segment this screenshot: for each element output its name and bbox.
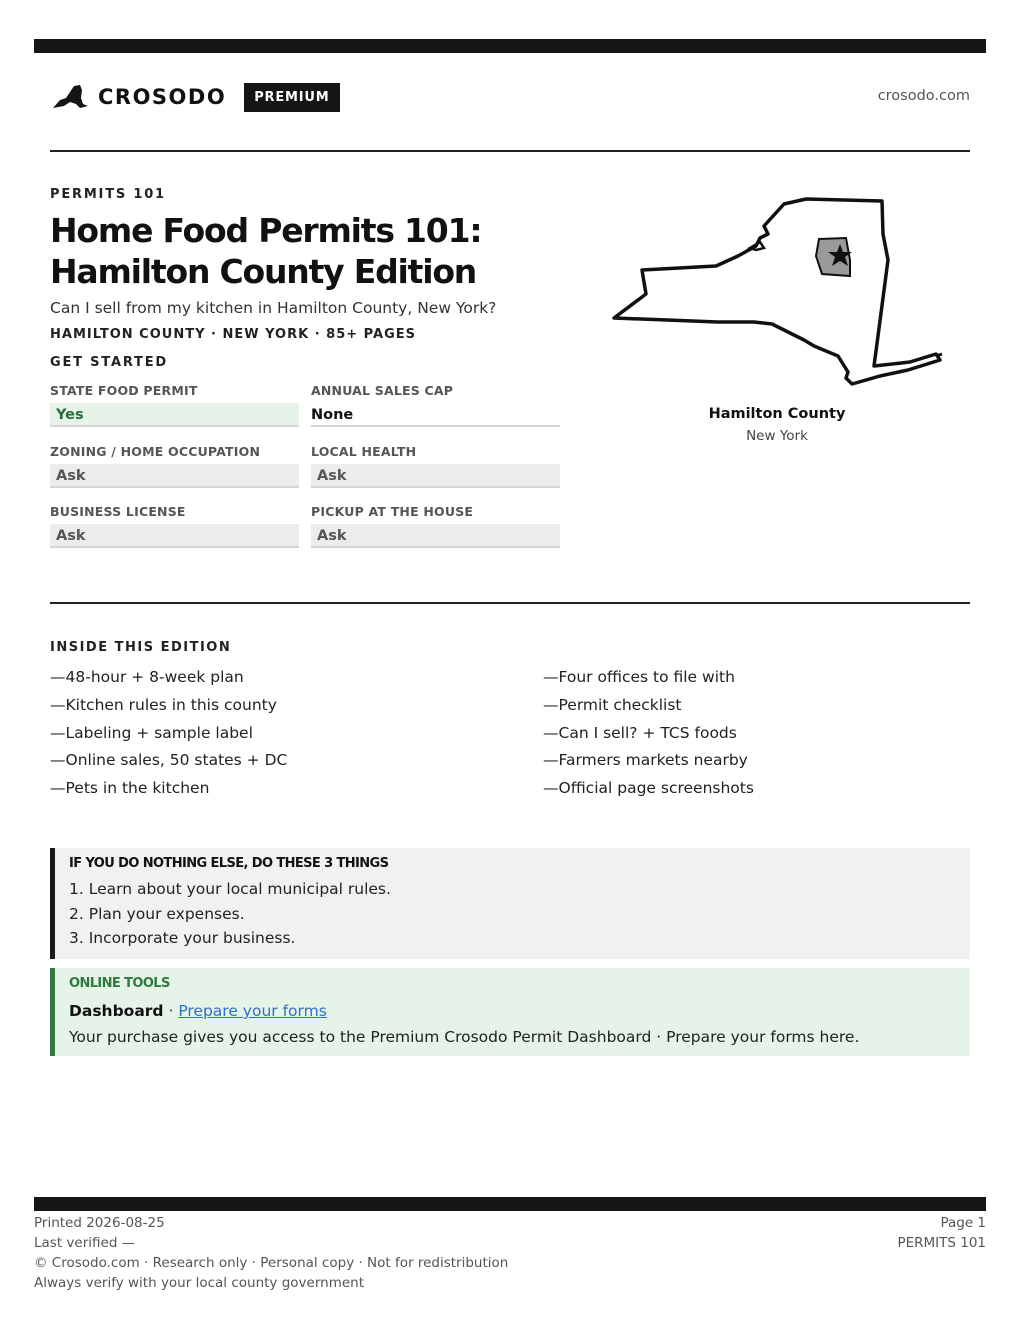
- header-divider: [50, 150, 970, 152]
- field-value: Ask: [311, 524, 560, 548]
- field-local-health: [311, 444, 560, 488]
- list-item: —Permit checklist: [543, 695, 682, 714]
- list-item: 2. Plan your expenses.: [69, 904, 245, 923]
- field-zoning: [50, 444, 299, 488]
- list-item: —Labeling + sample label: [50, 723, 253, 742]
- list-item: 3. Incorporate your business.: [69, 929, 296, 947]
- field-label: PICKUP AT THE HOUSE: [311, 504, 474, 519]
- callout-title: IF YOU DO NOTHING ELSE, DO THESE 3 THINGS: [69, 856, 389, 871]
- map-county-name: Hamilton County: [708, 406, 846, 422]
- field-value: None: [311, 403, 560, 427]
- footer-right: [897, 1213, 986, 1253]
- page-title: [50, 210, 590, 292]
- list-item: —Pets in the kitchen: [50, 779, 210, 798]
- field-annual-sales-cap: [311, 383, 560, 427]
- meta-line: HAMILTON COUNTY · NEW YORK · 85+ PAGES: [50, 327, 416, 342]
- title-line-2: Hamilton County Edition: [50, 252, 477, 291]
- title-line-1: Home Food Permits 101:: [50, 211, 482, 250]
- field-pickup: [311, 504, 560, 548]
- printed-date: Printed 2026-08-25: [34, 1215, 165, 1231]
- field-value: Ask: [50, 524, 299, 548]
- map-state-name: New York: [746, 428, 808, 444]
- eyebrow: PERMITS 101: [50, 187, 166, 202]
- field-business-license: [50, 504, 299, 548]
- inside-edition-heading: INSIDE THIS EDITION: [50, 640, 232, 655]
- list-item: —Four offices to file with: [543, 668, 735, 686]
- header: [50, 80, 970, 116]
- contents-list-left: [50, 666, 287, 805]
- separator: ·: [163, 1002, 179, 1020]
- list-item: —Kitchen rules in this county: [50, 695, 277, 714]
- field-label: ZONING / HOME OCCUPATION: [50, 444, 261, 459]
- tools-description: Your purchase gives you access to the Premium Crosodo Permit Dashboard · Prepare your forms here.: [69, 1028, 860, 1046]
- field-value: Yes: [50, 403, 299, 427]
- prepare-forms-link[interactable]: Prepare your forms: [178, 1002, 327, 1020]
- site-url[interactable]: crosodo.com: [877, 88, 970, 104]
- get-started-heading: GET STARTED: [50, 355, 168, 370]
- field-value: Ask: [50, 464, 299, 488]
- field-label: STATE FOOD PERMIT: [50, 383, 198, 398]
- dashboard-label: Dashboard: [69, 1002, 164, 1020]
- top-bar: [34, 39, 986, 53]
- things-list: [69, 877, 970, 951]
- field-label: LOCAL HEALTH: [311, 444, 417, 459]
- footer-section: PERMITS 101: [897, 1235, 986, 1251]
- premium-badge: PREMIUM: [244, 83, 339, 112]
- list-item: 1. Learn about your local municipal rules.: [69, 880, 391, 898]
- subtitle: Can I sell from my kitchen in Hamilton County, New York?: [50, 299, 497, 317]
- callout-title: ONLINE TOOLS: [69, 976, 170, 991]
- brand-name: CROSODO: [98, 85, 227, 109]
- copyright: © Crosodo.com · Research only · Personal copy · Not for redistribution: [34, 1255, 509, 1271]
- brand[interactable]: [50, 80, 340, 114]
- new-york-state-silhouette-icon: [50, 82, 90, 112]
- list-item: —Official page screenshots: [543, 779, 754, 798]
- tools-links: [69, 1001, 970, 1021]
- field-value: Ask: [311, 464, 560, 488]
- list-item: —Farmers markets nearby: [543, 751, 748, 770]
- list-item: —48-hour + 8-week plan: [50, 668, 244, 686]
- page-number: Page 1: [940, 1215, 986, 1231]
- footer-left: [34, 1213, 508, 1293]
- field-label: BUSINESS LICENSE: [50, 504, 186, 519]
- online-tools-callout: [50, 968, 970, 1056]
- field-label: ANNUAL SALES CAP: [311, 383, 454, 398]
- bottom-bar: [34, 1197, 986, 1211]
- last-verified: Last verified —: [34, 1235, 136, 1251]
- state-map: [608, 196, 948, 396]
- list-item: —Online sales, 50 states + DC: [50, 751, 288, 770]
- three-things-callout: [50, 848, 970, 959]
- contents-list-right: [543, 666, 754, 805]
- list-item: —Can I sell? + TCS foods: [543, 723, 737, 742]
- section-divider: [50, 602, 970, 604]
- field-state-food-permit: [50, 383, 299, 427]
- new-york-state-map: [608, 196, 948, 396]
- verify-advice: Always verify with your local county government: [34, 1275, 364, 1291]
